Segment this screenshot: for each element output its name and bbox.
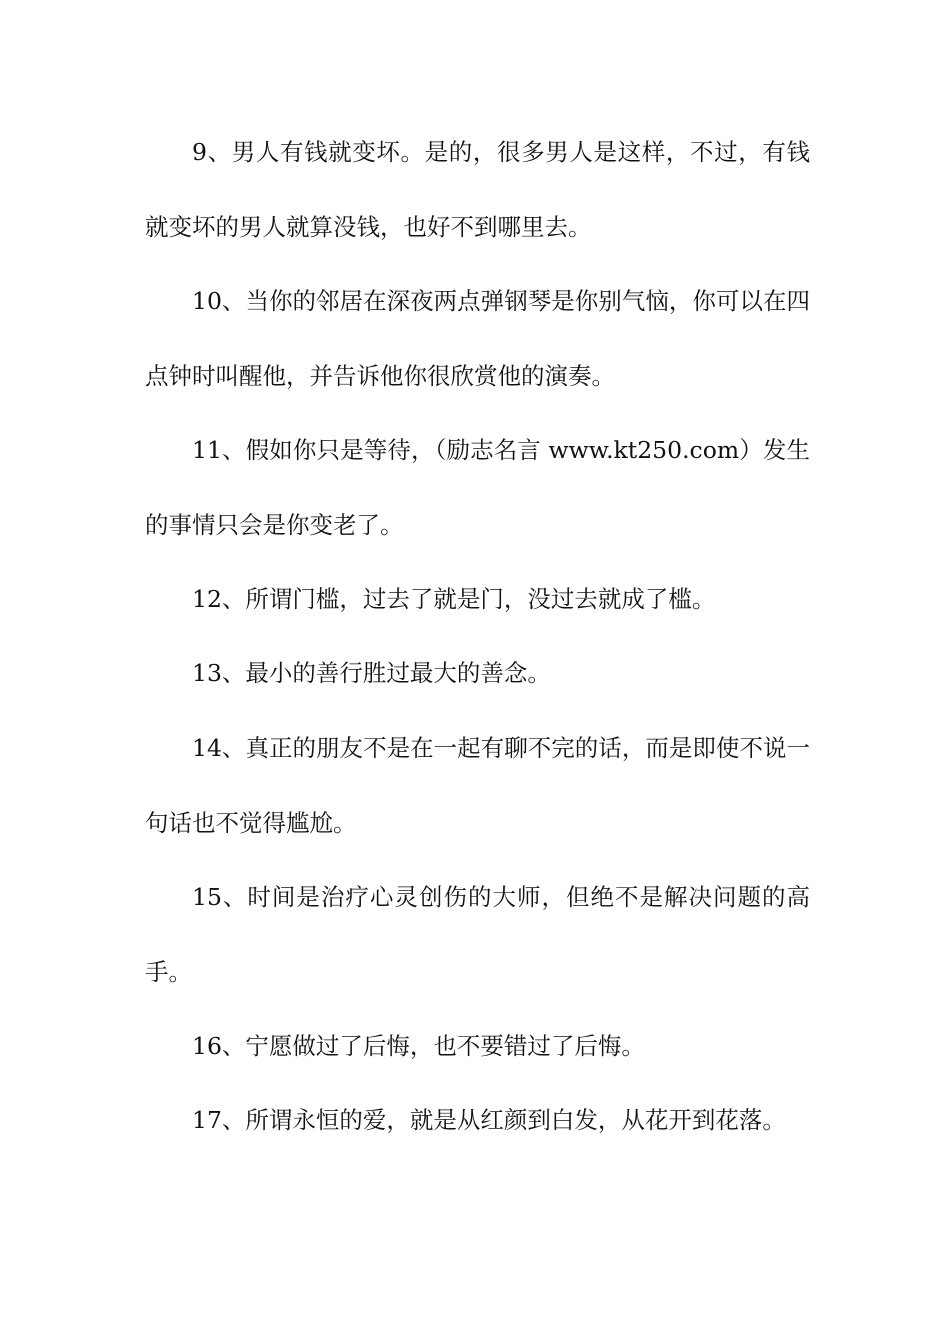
quote-paragraph-17: 17、所谓永恒的爱，就是从红颜到白发，从花开到花落。	[192, 1106, 786, 1134]
quote-paragraph-10: 10、当你的邻居在深夜两点弹钢琴是你别气恼，你可以在四点钟时叫醒他，并告诉他你很欣赏他的演奏。	[145, 287, 810, 390]
quote-paragraph-14: 14、真正的朋友不是在一起有聊不完的话，而是即使不说一句话也不觉得尴尬。	[145, 734, 810, 837]
quote-paragraph-11: 11、假如你只是等待，（励志名言 www.kt250.com）发生的事情只会是你变老了。	[145, 436, 810, 539]
quote-paragraph-16: 16、宁愿做过了后悔，也不要错过了后悔。	[192, 1032, 645, 1060]
quote-paragraph-15: 15、时间是治疗心灵创伤的大师，但绝不是解决问题的高手。	[145, 883, 810, 986]
quote-paragraph-9: 9、男人有钱就变坏。是的，很多男人是这样，不过，有钱就变坏的男人就算没钱，也好不到哪里去。	[145, 138, 810, 241]
quote-paragraph-12: 12、所谓门槛，过去了就是门，没过去就成了槛。	[192, 585, 716, 613]
quote-paragraph-13: 13、最小的善行胜过最大的善念。	[192, 659, 551, 687]
